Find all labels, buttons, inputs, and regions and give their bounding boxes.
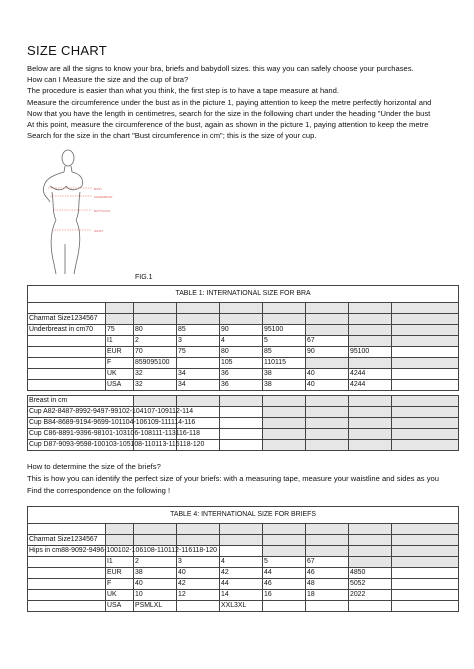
table-row xyxy=(28,440,459,451)
label-bust: BUST xyxy=(94,187,103,191)
table-row xyxy=(28,303,459,314)
table-cell: 46 xyxy=(306,568,349,579)
table-cell xyxy=(28,347,106,358)
table-cell xyxy=(134,535,177,546)
table-cell xyxy=(392,601,459,612)
table-cell xyxy=(177,303,220,314)
table-cell: 5 xyxy=(263,557,306,568)
intro-line-5: Now that you have the length in centimetres, search for the size in the following chart under the heading "Under the bust xyxy=(27,109,431,118)
table-cell xyxy=(306,303,349,314)
table-row xyxy=(28,557,459,568)
table-cell: 32 xyxy=(134,380,177,391)
table-row xyxy=(28,535,459,546)
table-cell: 859095100 xyxy=(134,358,177,369)
table-cell: PSMLXL xyxy=(134,601,177,612)
table-cell: UK xyxy=(106,590,134,601)
table-row xyxy=(28,347,459,358)
table-cell: 95100 xyxy=(349,347,392,358)
table-cell xyxy=(349,303,392,314)
body-outline-illustration xyxy=(40,148,150,278)
table-cell: 40 xyxy=(306,369,349,380)
briefs-intro-line-1: How to determine the size of the briefs? xyxy=(27,462,161,471)
table-cell xyxy=(177,524,220,535)
table-cell xyxy=(220,314,263,325)
table-cell xyxy=(392,336,459,347)
table-row xyxy=(28,380,459,391)
table-cell: 42 xyxy=(220,568,263,579)
intro-line-3: The procedure is easier than what you think, the first step is to have a tape measure at hand. xyxy=(27,86,339,95)
table-cell: 2 xyxy=(134,557,177,568)
bra-table-caption-row xyxy=(28,286,459,303)
table-cell xyxy=(263,524,306,535)
table-row xyxy=(28,336,459,347)
table-cell xyxy=(306,314,349,325)
table-cell: Charmat Size1234567 xyxy=(28,535,106,546)
intro-line-6: At this point, measure the circumference of the bust, again as shown in the picture 1, paying attention to keep the metre xyxy=(27,120,429,129)
table-cell: 85 xyxy=(177,325,220,336)
table-cell: Cup C86-8891-9396-98101-103106-108111-113116-118 xyxy=(28,429,134,440)
table-cell: 70 xyxy=(134,347,177,358)
bra-size-table xyxy=(27,285,459,391)
table-cell xyxy=(220,546,263,557)
table-cell: 34 xyxy=(177,380,220,391)
table-cell xyxy=(263,407,306,418)
table-cell xyxy=(392,568,459,579)
table-row xyxy=(28,396,459,407)
table-cell xyxy=(349,429,392,440)
label-buttocks: BUTTOCKS xyxy=(94,209,111,213)
table-cell xyxy=(349,546,392,557)
table-cell xyxy=(306,396,349,407)
table-cell: Cup A82-8487-8992-9497-99102-104107-109112-114 xyxy=(28,407,134,418)
table-cell xyxy=(28,568,106,579)
figure-caption: FIG.1 xyxy=(135,274,153,281)
page-title: SIZE CHART xyxy=(27,43,108,58)
table-cell xyxy=(134,303,177,314)
label-waist: WAIST xyxy=(94,229,104,233)
table-cell: Hips in cm88-9092-9496-100102-106108-110112-116118-120 xyxy=(28,546,106,557)
table-cell: F xyxy=(106,358,134,369)
table-cell xyxy=(306,546,349,557)
table-cell xyxy=(392,347,459,358)
table-cell: 110115 xyxy=(263,358,306,369)
table-cell xyxy=(263,429,306,440)
table-cell xyxy=(349,557,392,568)
table-cell xyxy=(306,524,349,535)
table-cell xyxy=(106,524,134,535)
table-row xyxy=(28,369,459,380)
cup-table-header: Breast in cm xyxy=(28,396,134,407)
table-cell: 80 xyxy=(220,347,263,358)
table-cell: 67 xyxy=(306,336,349,347)
table-cell xyxy=(106,314,134,325)
table-cell: USA xyxy=(106,380,134,391)
briefs-intro-line-3: Find the correspondence on the following ! xyxy=(27,486,171,495)
table-cell: 95100 xyxy=(263,325,306,336)
table-cell xyxy=(349,396,392,407)
table-cell xyxy=(349,535,392,546)
table-cell xyxy=(306,358,349,369)
table-cell: Cup B84-8689-9194-9699-101104-106109-111114-116 xyxy=(28,418,134,429)
table-cell xyxy=(392,380,459,391)
table-cell: 42 xyxy=(177,579,220,590)
figure-1 xyxy=(40,148,150,278)
table-cell: 5 xyxy=(263,336,306,347)
table-cell xyxy=(392,590,459,601)
table-cell xyxy=(263,601,306,612)
table-cell: 4 xyxy=(220,557,263,568)
table-cell xyxy=(306,429,349,440)
table-cell: 4244 xyxy=(349,369,392,380)
table-cell: 16 xyxy=(263,590,306,601)
table-cell: 2022 xyxy=(349,590,392,601)
table-row xyxy=(28,568,459,579)
table-cell xyxy=(306,325,349,336)
table-cell xyxy=(220,440,263,451)
table-cell xyxy=(349,336,392,347)
table-cell xyxy=(134,396,177,407)
table-cell xyxy=(349,440,392,451)
table-cell xyxy=(392,325,459,336)
table-cell xyxy=(392,358,459,369)
briefs-size-table xyxy=(27,506,459,612)
table-row xyxy=(28,314,459,325)
table-row xyxy=(28,358,459,369)
table-cell: 38 xyxy=(263,369,306,380)
table-cell xyxy=(220,407,263,418)
table-row xyxy=(28,429,459,440)
table-cell: USA xyxy=(106,601,134,612)
table-cell xyxy=(28,557,106,568)
table-cell xyxy=(392,535,459,546)
table-cell xyxy=(177,601,220,612)
table-cell xyxy=(392,369,459,380)
table-cell: 44 xyxy=(220,579,263,590)
table-cell xyxy=(306,418,349,429)
bra-table-caption: TABLE 1: INTERNATIONAL SIZE FOR BRA xyxy=(28,286,459,303)
table-cell: 4 xyxy=(220,336,263,347)
table-cell xyxy=(392,314,459,325)
table-cell xyxy=(28,358,106,369)
table-row xyxy=(28,546,459,557)
table-cell xyxy=(177,535,220,546)
table-cell xyxy=(306,407,349,418)
table-row xyxy=(28,325,459,336)
table-cell xyxy=(28,380,106,391)
table-row xyxy=(28,579,459,590)
table-cell xyxy=(392,429,459,440)
table-cell xyxy=(392,440,459,451)
table-cell xyxy=(392,303,459,314)
table-cell: 14 xyxy=(220,590,263,601)
table-cell xyxy=(392,407,459,418)
table-cell xyxy=(392,579,459,590)
table-cell xyxy=(392,418,459,429)
table-cell xyxy=(263,546,306,557)
table-cell xyxy=(220,429,263,440)
intro-line-7: Search for the size in the chart "Bust circumference in cm"; this is the size of your cup. xyxy=(27,131,317,140)
table-cell: 32 xyxy=(134,369,177,380)
table-cell xyxy=(263,418,306,429)
table-row xyxy=(28,524,459,535)
briefs-intro-line-2: This is how you can identify the perfect size of your briefs: with a measuring tape, measure your waistline and sides as you xyxy=(27,474,439,483)
table-cell xyxy=(177,396,220,407)
table-cell xyxy=(349,601,392,612)
intro-line-2: How can I Measure the size and the cup of bra? xyxy=(27,75,189,84)
briefs-table-caption: TABLE 4: INTERNATIONAL SIZE FOR BRIEFS xyxy=(28,507,459,524)
table-cell: 36 xyxy=(220,380,263,391)
table-cell xyxy=(220,418,263,429)
table-cell xyxy=(28,601,106,612)
table-row xyxy=(28,418,459,429)
table-cell xyxy=(306,601,349,612)
table-cell: EUR xyxy=(106,568,134,579)
table-cell: I1 xyxy=(106,557,134,568)
table-cell xyxy=(263,535,306,546)
table-cell xyxy=(134,524,177,535)
table-cell: 48 xyxy=(306,579,349,590)
table-cell xyxy=(392,524,459,535)
table-cell: Charmat Size1234567 xyxy=(28,314,106,325)
table-cell: UK xyxy=(106,369,134,380)
table-cell xyxy=(220,396,263,407)
table-cell: 75 xyxy=(177,347,220,358)
table-cell xyxy=(392,557,459,568)
table-cell xyxy=(134,314,177,325)
table-cell: 80 xyxy=(134,325,177,336)
table-cell xyxy=(349,325,392,336)
table-cell xyxy=(220,535,263,546)
table-cell xyxy=(28,336,106,347)
table-cell xyxy=(392,546,459,557)
table-cell: 105 xyxy=(220,358,263,369)
table-cell xyxy=(28,524,106,535)
table-cell: 36 xyxy=(220,369,263,380)
table-cell: 85 xyxy=(263,347,306,358)
briefs-table-caption-row xyxy=(28,507,459,524)
table-row xyxy=(28,601,459,612)
intro-line-4: Measure the circumference under the bust as in the picture 1, paying attention to keep the metre perfectly horizontal and xyxy=(27,98,432,107)
table-cell xyxy=(106,303,134,314)
intro-line-1: Below are all the signs to know your bra, briefs and babydoll sizes. this way you can safely choose your purchases. xyxy=(27,64,414,73)
table-cell xyxy=(263,303,306,314)
table-cell: XXL3XL xyxy=(220,601,263,612)
table-cell: 75 xyxy=(106,325,134,336)
table-cell xyxy=(220,524,263,535)
table-cell xyxy=(349,358,392,369)
table-cell xyxy=(28,590,106,601)
table-cell xyxy=(106,535,134,546)
table-row xyxy=(28,407,459,418)
table-cell xyxy=(220,303,263,314)
table-cell: I1 xyxy=(106,336,134,347)
table-cell: 12 xyxy=(177,590,220,601)
table-cell: Cup D87-9093-9598-100103-105108-110113-115118-120 xyxy=(28,440,134,451)
table-cell xyxy=(177,314,220,325)
table-cell xyxy=(28,303,106,314)
table-cell: F xyxy=(106,579,134,590)
table-cell: 4244 xyxy=(349,380,392,391)
table-cell xyxy=(306,535,349,546)
table-cell: 3 xyxy=(177,336,220,347)
table-cell xyxy=(306,440,349,451)
table-cell: 38 xyxy=(134,568,177,579)
table-cell: 40 xyxy=(177,568,220,579)
table-cell: 40 xyxy=(134,579,177,590)
label-underbust: UNDERBUST xyxy=(94,195,113,199)
table-cell: 40 xyxy=(306,380,349,391)
table-cell xyxy=(28,579,106,590)
table-cell: 3 xyxy=(177,557,220,568)
table-cell: 44 xyxy=(263,568,306,579)
table-row xyxy=(28,590,459,601)
table-cell xyxy=(349,407,392,418)
table-cell xyxy=(349,314,392,325)
table-cell xyxy=(263,314,306,325)
table-cell: 67 xyxy=(306,557,349,568)
table-cell: Underbreast in cm70 xyxy=(28,325,106,336)
table-cell: 4850 xyxy=(349,568,392,579)
table-cell xyxy=(349,524,392,535)
table-cell xyxy=(28,369,106,380)
table-cell: 38 xyxy=(263,380,306,391)
table-cell xyxy=(392,396,459,407)
table-cell xyxy=(177,358,220,369)
table-cell: 2 xyxy=(134,336,177,347)
table-cell: 46 xyxy=(263,579,306,590)
table-cell: 34 xyxy=(177,369,220,380)
table-cell xyxy=(263,396,306,407)
table-cell: 10 xyxy=(134,590,177,601)
table-cell xyxy=(263,440,306,451)
table-cell: 5052 xyxy=(349,579,392,590)
table-cell: 18 xyxy=(306,590,349,601)
cup-size-table xyxy=(27,395,459,451)
table-cell: EUR xyxy=(106,347,134,358)
table-cell xyxy=(349,418,392,429)
table-cell: 90 xyxy=(306,347,349,358)
table-cell: 90 xyxy=(220,325,263,336)
